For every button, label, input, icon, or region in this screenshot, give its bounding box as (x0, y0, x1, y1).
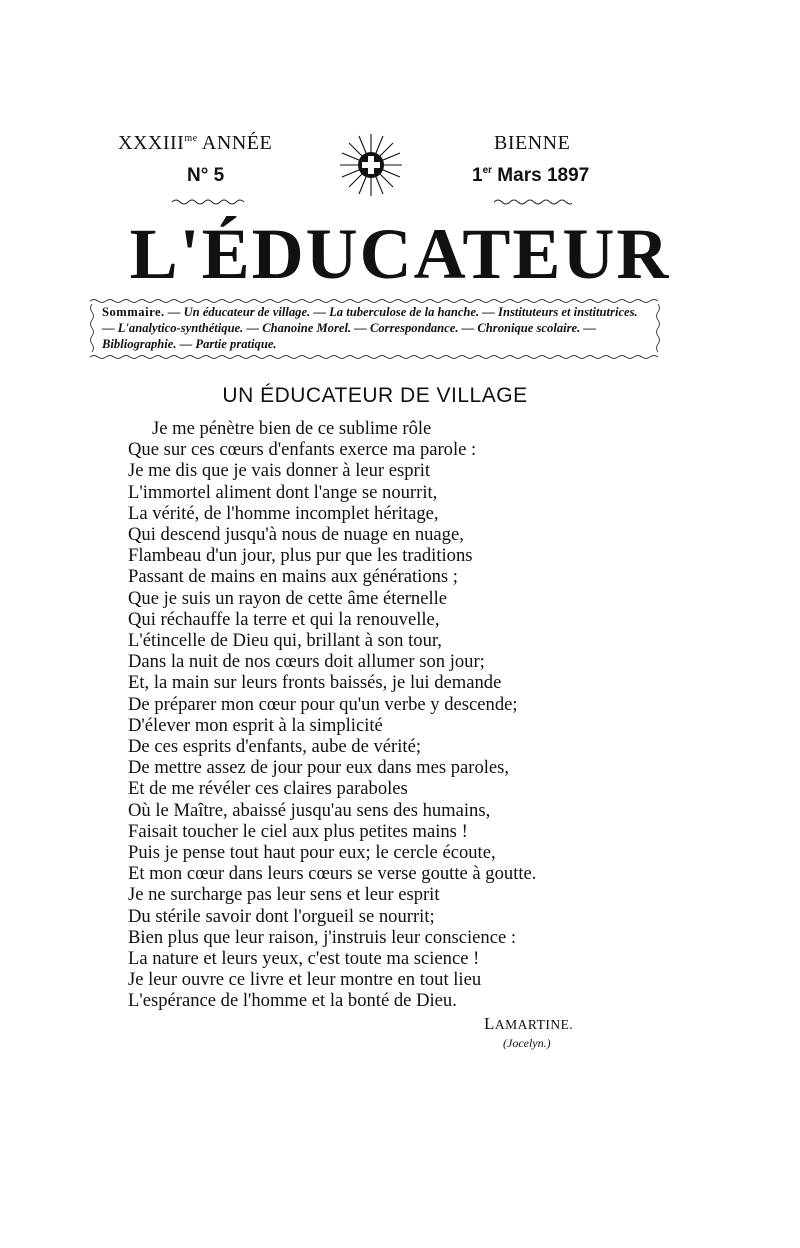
poem-line: Qui descend jusqu'à nous de nuage en nuage, (128, 524, 464, 546)
poem-line: Faisait toucher le ciel aux plus petites mains ! (128, 820, 468, 842)
summary-box (88, 298, 662, 360)
volume-year: $XXXIII^{me}$ ANNÉE (118, 132, 273, 154)
poem-line: La vérité, de l'homme incomplet héritage, (128, 502, 439, 524)
issue-number: N° 5 (187, 165, 225, 186)
swiss-cross-sunburst-icon (338, 132, 404, 198)
summary-text (102, 304, 650, 352)
ornament-wave-left (172, 198, 244, 206)
poem-line: De préparer mon cœur pour qu'un verbe y descende; (128, 693, 518, 715)
poem-line: La nature et leurs yeux, c'est toute ma science ! (128, 948, 480, 970)
poem-line: Que je suis un rayon de cette âme éternelle (128, 587, 448, 609)
summary-contents: — Un éducateur de village. — La tuberculose de la hanche. — Instituteurs et institutrices. — L'analytico-synthétique. — Chanoine Morel. — Correspondance. — Chronique scolaire. — Bibliographie. — Partie pratique. (102, 305, 638, 351)
city: BIENNE (494, 132, 571, 154)
poem-line: Et de me révéler ces claires paraboles (128, 778, 408, 800)
poem-line: De ces esprits d'enfants, aube de vérité; (128, 736, 421, 758)
poem-line: Et mon cœur dans leurs cœurs se verse goutte à goutte. (128, 863, 537, 885)
poem-line: Où le Maître, abaissé jusqu'au sens des humains, (128, 799, 491, 821)
poem-line: L'espérance de l'homme et la bonté de Dieu. (128, 990, 457, 1012)
poem-line: Que sur ces cœurs d'enfants exerce ma parole : (128, 439, 477, 461)
poem-line: D'élever mon esprit à la simplicité (128, 714, 383, 736)
poem-source: (Jocelyn.) (503, 1036, 551, 1050)
summary-lead: Sommaire. (102, 305, 165, 319)
poem-line: Je me dis que je vais donner à leur esprit (128, 460, 431, 482)
issue-date: 1er Mars 1897 (472, 165, 590, 186)
poem-line: Dans la nuit de nos cœurs doit allumer son jour; (128, 651, 485, 673)
poem-line: Je me pénètre bien de ce sublime rôle (152, 418, 432, 439)
ornament-wave-right (494, 198, 572, 206)
poem-author: LAMARTINE. (484, 1014, 574, 1033)
poem-line: Qui réchauffe la terre et qui la renouvelle, (128, 608, 440, 630)
poem-line: Je ne surcharge pas leur sens et leur esprit (128, 884, 440, 906)
poem-line: Et, la main sur leurs fronts baissés, je lui demande (128, 672, 502, 694)
poem-line: L'étincelle de Dieu qui, brillant à son tour, (128, 630, 442, 652)
poem-line: L'immortel aliment dont l'ange se nourrit, (128, 481, 438, 503)
poem-title: UN ÉDUCATEUR DE VILLAGE (222, 384, 528, 407)
poem-body (128, 418, 688, 1012)
journal-title: L'ÉDUCATEUR (129, 214, 671, 294)
poem-line: Puis je pense tout haut pour eux; le cercle écoute, (128, 842, 496, 864)
poem-line: Du stérile savoir dont l'orgueil se nourrit; (128, 905, 435, 927)
poem-line: Passant de mains en mains aux générations ; (128, 566, 458, 588)
poem-line: Flambeau d'un jour, plus pur que les traditions (128, 545, 473, 567)
poem-line: De mettre assez de jour pour eux dans mes paroles, (128, 757, 510, 779)
poem-line: Bien plus que leur raison, j'instruis leur conscience : (128, 926, 517, 948)
poem-line: Je leur ouvre ce livre et leur montre en tout lieu (128, 969, 482, 991)
